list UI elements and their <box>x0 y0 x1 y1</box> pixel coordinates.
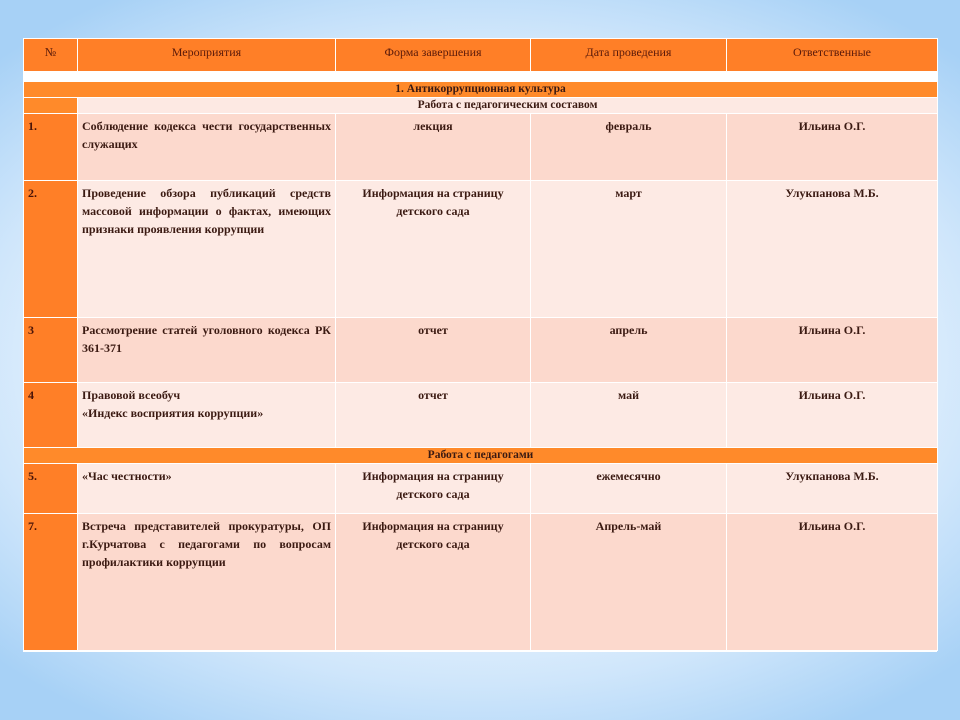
row-responsible: Ильина О.Г. <box>727 114 938 181</box>
events-table <box>23 38 938 651</box>
row-event <box>78 383 336 448</box>
row-num: 5. <box>24 464 78 514</box>
row-date: апрель <box>531 318 727 383</box>
row-form: Информация на страницу детского сада <box>336 181 531 318</box>
row-event: «Час честности» <box>78 464 336 514</box>
row-num: 3 <box>24 318 78 383</box>
row-num: 7. <box>24 514 78 651</box>
table-row <box>24 181 938 318</box>
row-date: март <box>531 181 727 318</box>
row-responsible: Ильина О.Г. <box>727 383 938 448</box>
subsection-row <box>24 98 938 114</box>
header-date: Дата проведения <box>531 39 727 72</box>
table-row <box>24 383 938 448</box>
row-event: Проведение обзора публикаций средств массовой информации о фактах, имеющих признаки проявления коррупции <box>78 181 336 318</box>
row-responsible: Улукпанова М.Б. <box>727 181 938 318</box>
row-responsible: Ильина О.Г. <box>727 514 938 651</box>
row-form: отчет <box>336 318 531 383</box>
spacer-row <box>24 72 938 82</box>
section-title-row <box>24 82 938 98</box>
row-event: Встреча представителей прокуратуры, ОП г.Курчатова с педагогами по вопросам профилактики коррупции <box>78 514 336 651</box>
row-num: 2. <box>24 181 78 318</box>
row-form: отчет <box>336 383 531 448</box>
subsection-num-cell <box>24 98 78 114</box>
table-row <box>24 318 938 383</box>
row-form: лекция <box>336 114 531 181</box>
subsection2-title: Работа с педагогами <box>24 448 938 464</box>
row-date: Апрель-май <box>531 514 727 651</box>
row-event: Рассмотрение статей уголовного кодекса РК 361-371 <box>78 318 336 383</box>
section-title: 1. Антикоррупционная культура <box>24 82 938 98</box>
subsection2-row <box>24 448 938 464</box>
row-form: Информация на страницу детского сада <box>336 514 531 651</box>
row-responsible: Улукпанова М.Б. <box>727 464 938 514</box>
row-date: май <box>531 383 727 448</box>
table-header-row <box>24 39 938 72</box>
row-event-line1: Правовой всеобуч <box>82 388 181 402</box>
row-event: Соблюдение кодекса чести государственных служащих <box>78 114 336 181</box>
header-form: Форма завершения <box>336 39 531 72</box>
row-num: 4 <box>24 383 78 448</box>
subsection-title: Работа с педагогическим составом <box>78 98 938 114</box>
row-responsible: Ильина О.Г. <box>727 318 938 383</box>
header-responsible: Ответственные <box>727 39 938 72</box>
row-date: февраль <box>531 114 727 181</box>
row-date: ежемесячно <box>531 464 727 514</box>
header-num: № <box>24 39 78 72</box>
table-row <box>24 514 938 651</box>
table-row <box>24 114 938 181</box>
row-form: Информация на страницу детского сада <box>336 464 531 514</box>
table-row <box>24 464 938 514</box>
row-event-line2: «Индекс восприятия коррупции» <box>82 406 264 420</box>
row-num: 1. <box>24 114 78 181</box>
header-event: Мероприятия <box>78 39 336 72</box>
